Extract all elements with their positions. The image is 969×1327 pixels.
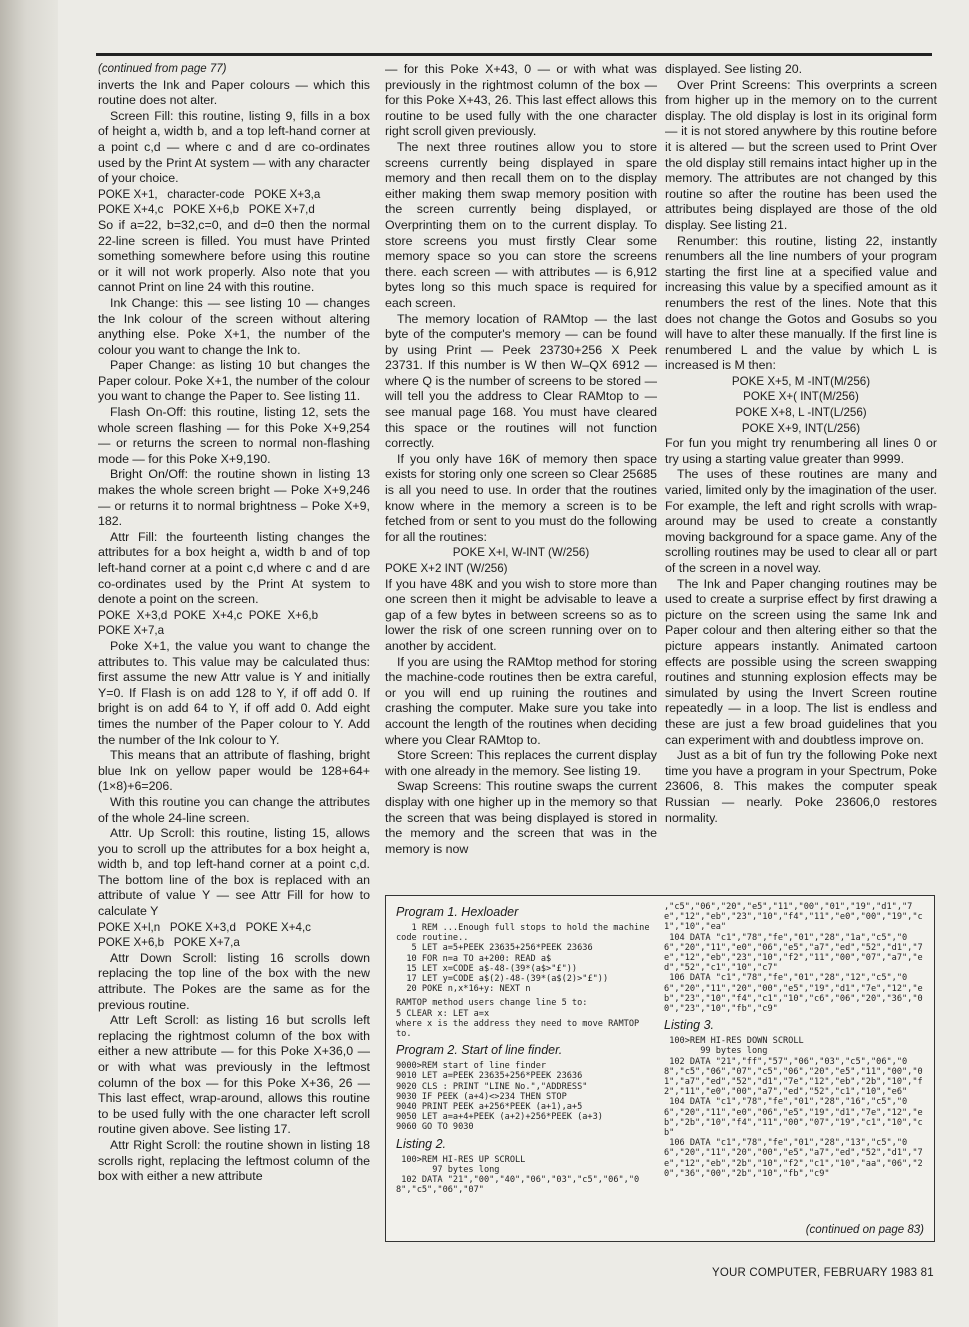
paragraph: Store Screen: This replaces the current display with one already in the memory. See listing 19.: [385, 748, 657, 778]
code-line: POKE X+3,d POKE X+4,c POKE X+6,b POKE X+7,a: [98, 608, 319, 638]
text-column-2: [385, 62, 657, 888]
paragraph: Attr Left Scroll: as listing 16 but scrolls left replacing the rightmost column of the box with either a new attribute — for this Poke X+36,0 — or with what was previously in the leftmost column of the box — for this Poke X+36, 26 — This last effect, wrap-around, allows this routine to be used fully with the one character left scroll routine given above. See listing 17.: [98, 1013, 370, 1137]
paragraph: Flash On-Off: this routine, listing 12, sets the whole screen flashing — for this Poke X+9,254 — or returns the screen to normal non-flashing mode — for this Poke X+9,190.: [98, 405, 370, 466]
listing-code: ,"c5","06","20","e5","11","00","01","19","d1","7e","12","eb","23","10","f4","11","e0","00","19","c1","10","ea" 104 DATA "c1","78","fe","01","28","1a","c5","06","20","11","e0","06","e5","a7","ed","52","d1","7e","12","eb","23","10","f2","11","00","07","a7","ed","52","c1","10","c7" 106 DATA "c1","78","fe","01","28","12","c5","06","20","11","20","00","e5","19","d1","7e","12","eb","23","10","f4","c1","10","c6","06","20","36","00","23","10","fb","c9": [664, 902, 923, 1015]
paragraph: Bright On/Off: the routine shown in listing 13 makes the whole screen bright — Poke X+9,246 — or returns it to normal brightness – Poke X+9, 182.: [98, 467, 370, 529]
code-line: POKE X+l, W-INT (W/256): [452, 546, 590, 560]
text-column-3: [665, 62, 937, 888]
listing-title: Listing 2.: [396, 1136, 447, 1151]
paragraph: Over Print Screens: This overprints a screen from higher up in the memory on to the current display. The old display is lost in its original form — it is not stored anywhere by this routine before it is altered — but the screen used to Print Over the old display still remains intact higher up in the memory. The attributes are not changed by this routine so after the routine has been used the attributes being displayed are those of the old display. See listing 21.: [665, 77, 937, 232]
page-footer: YOUR COMPUTER, FEBRUARY 1983 81: [712, 1267, 934, 1279]
listing-title: Program 2. Start of line finder.: [396, 1043, 563, 1058]
paragraph: The memory location of RAMtop — the last byte of the computer's memory — can be found by using Print — Peek 23730+256 X Peek 23731. If this number is W then W–QX 6912 — where Q is the number of screens to be stored — will tell you the address to Clear RAMtop to — see manual page 168. You must have cleared this space or the routines will not function correctly.: [385, 311, 657, 451]
paragraph: This means that an attribute of flashing, bright blue Ink on yellow paper would be 128+64+(1×8)+6=206.: [98, 748, 370, 794]
paragraph: So if a=22, b=32,c=0, and d=0 then the normal 22-line screen is filled. You must have Printed something somewhere before using this routine or it will not work properly. Also note that you cannot Print on line 24 with this routine.: [98, 217, 370, 295]
listing-title: Listing 3.: [664, 1018, 715, 1033]
paragraph: Swap Screens: This routine swaps the current display with one higher up in the memory so that the screen that was being displayed is stored in the memory and the screen that was in the memory is now: [385, 779, 657, 856]
paragraph: Screen Fill: this routine, listing 9, fills in a box of height a, width b, and a top left-hand corner at a point c,d — where c and d are co-ordinates used by the Print At system — with any character of your choice.: [98, 108, 370, 186]
code-line: POKE X+l,n POKE X+3,d POKE X+4,c POKE X+6,b POKE X+7,a: [98, 920, 311, 950]
paragraph: For fun you might try renumbering all lines 0 or try using a starting value greater than 9999.: [665, 436, 937, 466]
listing-note: RAMTOP method users change line 5 to: 5 CLEAR x: LET a=x where x is the address they need to move RAMTOP to.: [396, 998, 640, 1040]
paragraph: inverts the Ink and Paper colours — which this routine does not alter.: [98, 77, 370, 108]
listing-code: 100>REM HI-RES UP SCROLL 97 bytes long 102 DATA "21","00","40","06","03","c5","06","08","c5","06","07": [396, 1154, 640, 1196]
code-line: POKE X+5, M -INT(M/256) POKE X+( INT(M/256) POKE X+8, L -INT(L/256) POKE X+9, INT(L/256): [731, 374, 871, 435]
paragraph: Ink Change: this — see listing 10 — changes the Ink colour of the screen without altering anything else. Poke X+1, the number of the colour you want to change the Ink to.: [98, 295, 370, 357]
listing-code: 1 REM ...Enough full stops to hold the machine code routine.. 5 LET a=5+PEEK 23635+256*PEEK 23636 10 FOR n=a TO a+200: READ a$ 15 LET x=CODE a$-48-(39*(a$>"£")) 17 LET y=CODE a$(2)-48-(39*(a$(2)>"£")) 20 POKE n,x*16+y: NEXT n: [396, 923, 650, 995]
paragraph: Attr Down Scroll: listing 16 scrolls down replacing the top line of the box with the new attribute. The Pokes are the same as for the previous routine.: [98, 950, 370, 1012]
listings-box: [385, 895, 935, 1242]
code-line: POKE X+2 INT (W/256): [385, 562, 508, 575]
text-column-1: [98, 62, 370, 1244]
paragraph: displayed. See listing 20.: [665, 62, 803, 76]
paragraph: The uses of these routines are many and varied, limited only by the imagination of the user. For example, the left and right scrolls with wrap-around may be used to create a constantly moving background for a space game. Any of the scrolling routines may be used to clear all or part of the screen in a novel way.: [665, 467, 937, 575]
code-line: POKE X+1, character-code POKE X+3,a POKE X+4,c POKE X+6,b POKE X+7,d: [98, 187, 321, 217]
paragraph: Paper Change: as listing 10 but changes the Paper colour. Poke X+1, the number of the colour you want to change the Paper to. See listing 11.: [98, 358, 370, 404]
listing-code: 100>REM HI-RES DOWN SCROLL 99 bytes long 102 DATA "21","ff","57","06","03","c5","06","08","c5","06","07","c5","06","20","e5","11","00","01","a7","ed","52","d1","7e","12","eb","2b","10","f2","11","e0","00","a7","ed","52","c1","10","e6" 104 DATA "c1","78","fe","01","28","16","c5","06","20","11","e0","06","e5","19","d1","7e","12","eb","2b","10","f4","11","00","07","19","c1","10","cb" 106 DATA "c1","78","fe","01","28","13","c5","06","20","11","20","00","e5","a7","ed","52","d1","7e","12","eb","2b","10","f2","c1","10","aa","06","20","36","00","2b","10","fb","c9": [664, 1036, 923, 1179]
listings-left-column: [396, 902, 658, 1232]
listing-code: 9000>REM start of line finder 9010 LET a=PEEK 23635+256*PEEK 23636 9020 CLS : PRINT "LINE No.","ADDRESS" 9030 IF PEEK (a+4)<>234 THEN STOP 9040 PRINT PEEK a+256*PEEK (a+1),a+5 9050 LET a=a+4+PEEK (a+2)+256*PEEK (a+3) 9060 GO TO 9030: [396, 1061, 603, 1133]
binding-spine: [0, 0, 58, 1327]
paragraph: Poke X+1, the value you want to change the attributes to. This value may be calculated thus: first assume the new Attr value is Y and initially Y=0. If Flash is on add 128 to Y, if off add 0. If bright is on add 64 to Y, if off add 0. Add eight times the number of the Paper colour to Y. Add the number of the Ink colour to Y.: [98, 638, 370, 747]
paragraph: Attr Right Scroll: the routine shown in listing 18 scrolls right, replacing the leftmost column of the box with either a new attribute: [98, 1137, 370, 1184]
listings-right-column: [664, 902, 926, 1232]
continued-on-note: (continued on page 83): [805, 1224, 924, 1236]
listing-title: Program 1. Hexloader: [396, 905, 519, 919]
paragraph: The Ink and Paper changing routines may be used to create a surprise effect by first drawing a picture on the screen using the same Ink and Paper colour and then altering either so that the picture appears instantly. Animated cartoon effects are possible using the screen swapping routines and stunning explosion effects may be simulated by using the Invert Screen routine repeatedly — in a loop. The list is endless and these are just a few broad guidelines that you can experiment with and doubtless improve on.: [665, 576, 937, 747]
paragraph: If you only have 16K of memory then space exists for storing only one screen so Clear 25685 is all you need to use. In order that the routines know where in the memory a screen is to be fetched from or sent to you must do the following for all the routines:: [385, 451, 657, 544]
paragraph: The next three routines allow you to store screens currently being displayed in spare memory and then recall them on to the display either making them swap memory position with the screen currently being displayed, or Overprinting them on to the current display. To store screens you must firstly Clear some memory space so you can store the screens there. each screen — with attributes — is 6,912 bytes long so this much space is required for each screen.: [385, 139, 657, 310]
paragraph: Renumber: this routine, listing 22, instantly renumbers all the line numbers of your program starting the first line at a specified value and increasing this value by a specified amount as it renumbers the rest of the lines. Note that this does not change the Gotos and Gosubs so you will have to alter these manually. If the first line is renumbered L and the value by which L is increased is M then:: [665, 233, 937, 373]
paragraph: If you are using the RAMtop method for storing the machine-code routines then be extra careful, or you will end up ruining the routines and crashing the computer. Make sure you take into account the length of the routines when deciding where you Clear RAMtop to.: [385, 654, 657, 747]
continued-from-note: (continued from page 77): [98, 63, 227, 75]
paragraph: With this routine you can change the attributes of the whole 24-line screen.: [98, 794, 370, 825]
paragraph: Attr. Up Scroll: this routine, listing 15, allows you to scroll up the attributes for a box height a, width b, and top left-hand corner at a point c,d. The bottom line of the box is replaced with an attribute of value Y — see Attr Fill for how to calculate Y: [98, 826, 370, 919]
paragraph: If you have 48K and you wish to store more than one screen then it might be advisable to leave a gap of a few bytes in between screens so as to lower the risk of one screen running over on to another by accident.: [385, 576, 657, 653]
header-rule: [96, 53, 932, 56]
paragraph: Just as a bit of fun try the following Poke next time you have a program in your Spectrum, Poke 23606, 8. This makes the computer speak Russian — nearly. Poke 23606,0 restores normality.: [665, 748, 937, 825]
paragraph: Attr Fill: the fourteenth listing changes the attributes for a box height a, width b and of top left-hand corner at a point c,d where c and d are co-ordinates used by the Print At system to denote a point on the screen.: [98, 529, 370, 607]
paragraph: — for this Poke X+43, 0 — or with what was previously in the rightmost column of the box — for this Poke X+43, 26. This last effect allows this routine to be used fully with the one character right scroll given previously.: [385, 62, 657, 139]
